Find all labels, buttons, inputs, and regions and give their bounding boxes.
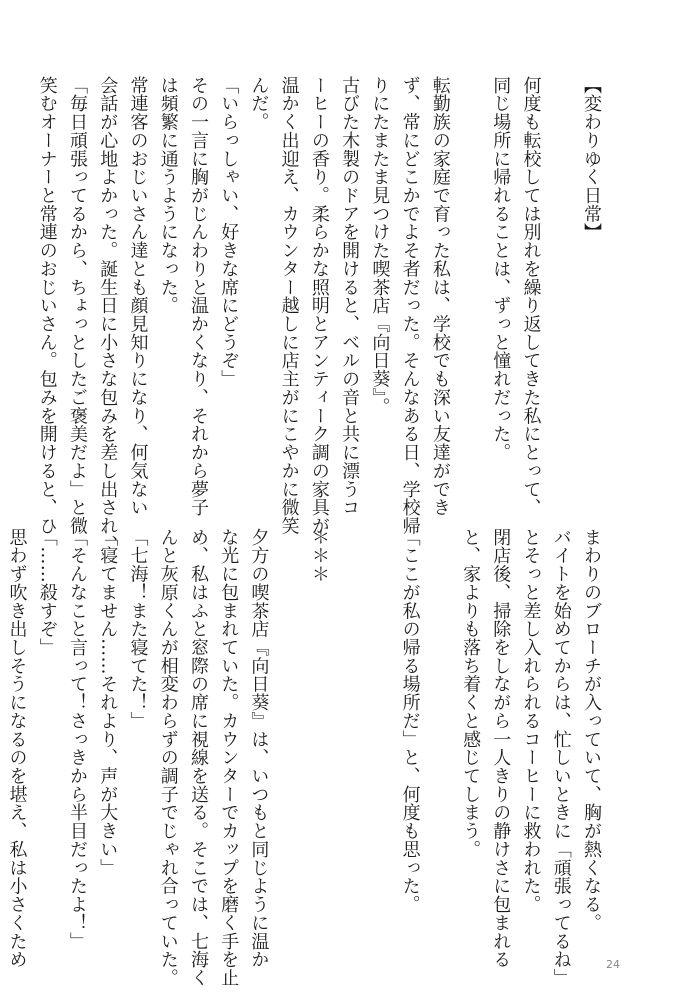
text-line: 「寝てません……それより、声が大きい」 — [97, 528, 119, 877]
text-line: ーヒーの香り。柔らかな照明とアンティーク調の家具が — [308, 76, 330, 535]
text-line: 夕方の喫茶店『向日葵』は、いつもと同じように温か — [248, 528, 270, 969]
text-line: 【変わりゆく日常】 — [581, 76, 602, 242]
text-line: 会話が心地よかった。誕生日に小さな包みを差し出され、 — [97, 76, 119, 554]
text-line: りにたまたま見つけた喫茶店『向日葵』。 — [369, 76, 391, 416]
blank-line — [334, 528, 364, 948]
page-number: 24 — [606, 958, 620, 971]
text-line: 転勤族の家庭で育った私は、学校でも深い友達ができ — [429, 76, 451, 517]
text-line: とそっと差し入れられるコーヒーに救われた。 — [520, 528, 542, 914]
text-line: は頻繁に通うようになった。 — [157, 76, 179, 315]
text-line: と、家よりも落ち着くと感じてしまう。 — [460, 528, 482, 859]
text-line: バイトを始めてからは、忙しいときに「頑張ってるね」 — [550, 528, 572, 987]
text-line: め、私はふと窓際の席に視線を送る。そこでは、七海く — [187, 528, 209, 987]
text-line: 常連客のおじいさん達とも顔見知りになり、何気ない — [127, 76, 149, 517]
text-line: 「いらっしゃい、好きな席にどうぞ」 — [218, 76, 240, 389]
text-line: まわりのブローチが入っていて、胸が熱くなる。 — [581, 528, 602, 932]
text-line: 古びた木製のドアを開けると、ベルの音と共に漂うコ — [339, 76, 361, 517]
blank-line — [273, 528, 303, 948]
blank-line — [364, 528, 394, 948]
text-line: 笑むオーナーと常連のおじいさん。包みを開けると、ひ — [36, 76, 58, 535]
text-line: ＊＊＊ — [308, 528, 330, 584]
text-line: ず、常にどこかでよそ者だった。そんなある日、学校帰 — [399, 76, 421, 535]
text-line: 「……殺すぞ」 — [36, 528, 58, 657]
text-line: 「そんなこと言って！さっきから半目だったよ！」 — [67, 528, 89, 951]
text-line: 「毎日頑張ってるから、ちょっとしたご褒美だよ」と微 — [67, 76, 89, 535]
lower-text-block — [1, 528, 606, 987]
text-line: 同じ場所に帰れることは、ずっと憧れだった。 — [490, 76, 512, 462]
text-line: 閉店後、掃除をしながら一人きりの静けさに包まれる — [490, 528, 512, 969]
blank-line — [425, 528, 455, 948]
text-line: な光に包まれていた。カウンターでカップを磨く手を止 — [218, 528, 240, 987]
blank-line — [455, 76, 485, 496]
blank-line — [546, 76, 576, 496]
text-line: 何度も転校しては別れを繰り返してきた私にとって、 — [520, 76, 542, 517]
upper-text-block — [32, 76, 606, 554]
text-line: んと灰原くんが相変わらずの調子でじゃれ合っていた。 — [157, 528, 179, 987]
text-line: 「七海！また寝てた！」 — [127, 528, 149, 730]
text-line: 温かく出迎え、カウンター越しに店主がにこやかに微笑 — [278, 76, 300, 535]
text-line: 「ここが私の帰る場所だ」と、何度も思った。 — [399, 528, 421, 914]
text-line: その一言に胸がじんわりと温かくなり、それから夢子 — [187, 76, 209, 517]
text-line: んだ。 — [248, 76, 270, 132]
text-line: 思わず吹き出しそうになるのを堪え、私は小さくため — [6, 528, 28, 969]
